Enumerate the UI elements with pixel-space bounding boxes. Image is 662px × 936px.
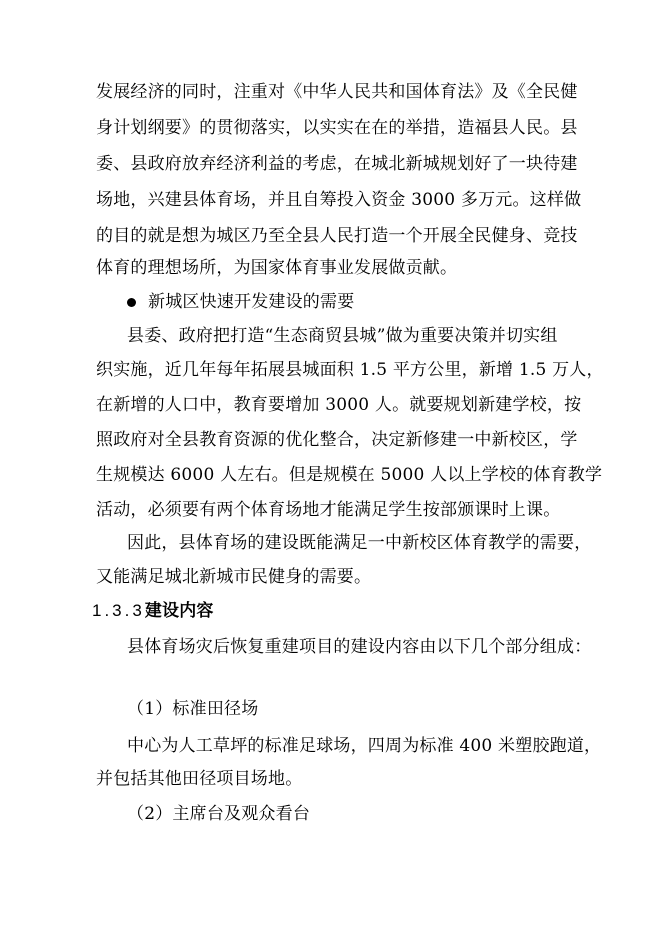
paragraph-line: 委、县政府放弃经济利益的考虑，在城北新城规划好了一块待建 bbox=[96, 154, 578, 174]
paragraph-line: 发展经济的同时，注重对《中华人民共和国体育法》及《全民健 bbox=[96, 82, 578, 102]
paragraph-line: 并包括其他田径项目场地。 bbox=[96, 769, 303, 789]
intro-text: 县体育场灾后恢复重建项目的建设内容由以下几个部分组成： bbox=[127, 637, 592, 657]
paragraph-line: 的目的就是想为城区乃至全县人民打造一个开展全民健身、竞技 bbox=[96, 226, 578, 246]
section-heading bbox=[92, 601, 214, 621]
paragraph-line: 生规模达 6000 人左右。但是规模在 5000 人以上学校的体育教学 bbox=[96, 465, 603, 485]
paragraph-line: 照政府对全县教育资源的优化整合，决定新修建一中新校区，学 bbox=[96, 430, 578, 450]
paragraph-line: 县委、政府把打造“生态商贸县城”做为重要决策并切实组 bbox=[127, 326, 558, 346]
paragraph-line: 因此，县体育场的建设既能满足一中新校区体育教学的需要， bbox=[127, 533, 592, 553]
section-title: 建设内容 bbox=[144, 601, 214, 621]
paragraph-line: 在新增的人口中，教育要增加 3000 人。就要规划新建学校，按 bbox=[96, 395, 582, 415]
paragraph-line: 中心为人工草坪的标准足球场，四周为标准 400 米塑胶跑道， bbox=[127, 736, 602, 756]
item-label: （1）标准田径场 bbox=[127, 699, 259, 719]
paragraph-line: 活动，必须要有两个体育场地才能满足学生按部颁课时上课。 bbox=[96, 500, 561, 520]
bullet-item-text: 新城区快速开发建设的需要 bbox=[148, 292, 355, 312]
section-number: 1.3.3 bbox=[92, 601, 145, 620]
paragraph-line: 织实施，近几年每年拓展县城面积 1.5 平方公里，新增 1.5 万人， bbox=[96, 360, 604, 380]
paragraph-line: 又能满足城北新城市民健身的需要。 bbox=[96, 567, 372, 587]
paragraph-line: 身计划纲要》的贯彻落实，以实实在在的举措，造福县人民。县 bbox=[96, 118, 578, 138]
bullet-icon bbox=[127, 298, 136, 307]
paragraph-line: 体育的理想场所，为国家体育事业发展做贡献。 bbox=[96, 258, 458, 278]
item-label: （2）主席台及观众看台 bbox=[127, 804, 311, 824]
paragraph-line: 场地，兴建县体育场，并且自筹投入资金 3000 多万元。这样做 bbox=[96, 190, 582, 210]
